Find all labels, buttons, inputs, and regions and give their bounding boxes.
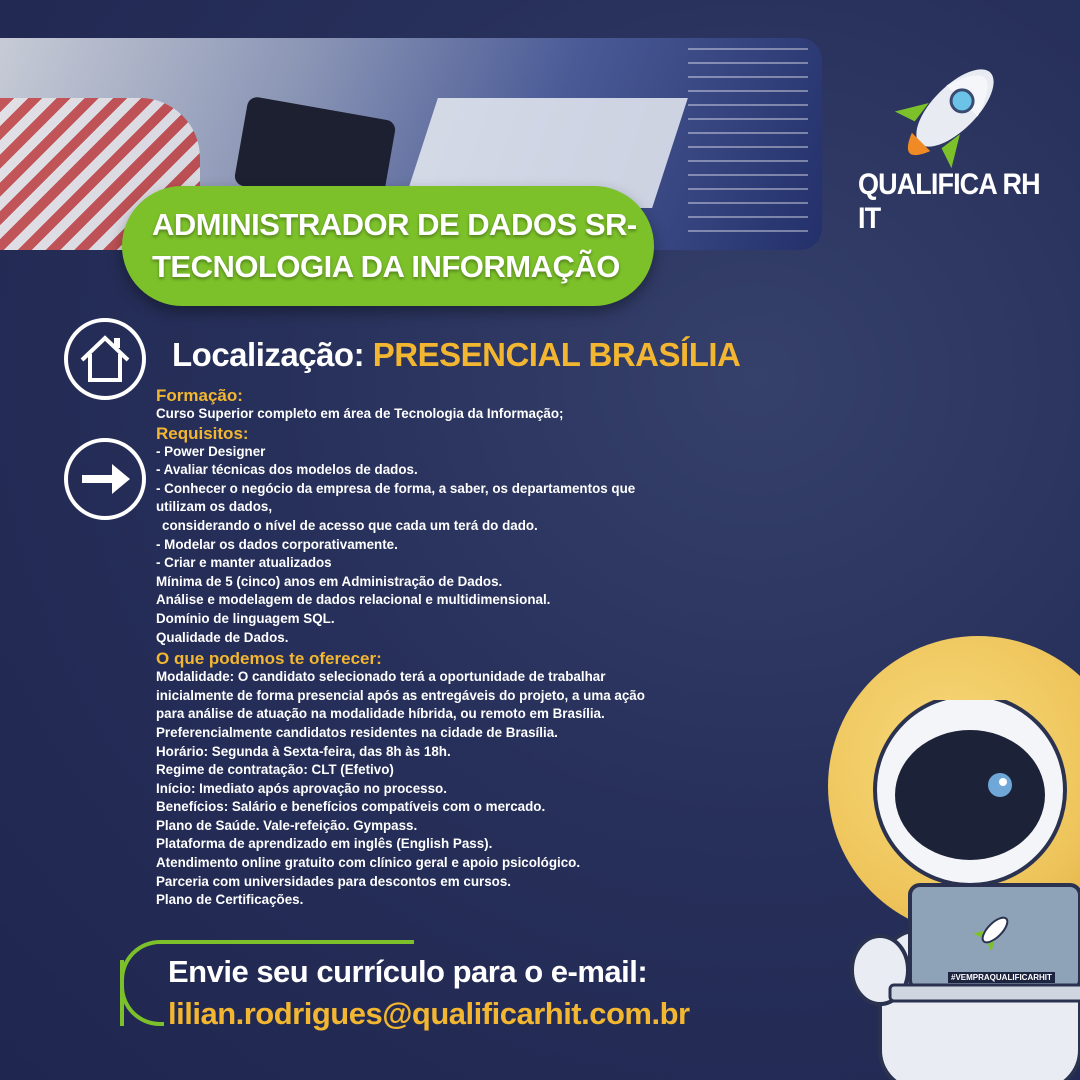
list-item: Plataforma de aprendizado em inglês (English Pass). — [156, 836, 493, 852]
hero-photo-data-lines — [688, 48, 808, 238]
brand-name: QUALIFICA RH IT — [858, 168, 1040, 235]
house-icon — [68, 322, 142, 396]
oferecer-heading: O que podemos te oferecer: — [156, 649, 382, 669]
list-item: Mínima de 5 (cinco) anos em Administração de Dados. — [156, 573, 503, 589]
list-item: Plano de Saúde. Vale-refeição. Gympass. — [156, 817, 418, 833]
list-item: - Conhecer o negócio da empresa de forma, a saber, os departamentos que — [156, 480, 636, 496]
list-item: Plano de Certificações. — [156, 892, 304, 908]
arrow-right-icon — [68, 442, 142, 516]
location-label: Localização: — [172, 336, 365, 373]
hashtag-label: #VEMPRAQUALIFICARHIT — [948, 972, 1055, 983]
list-item: Atendimento online gratuito com clínico geral e apoio psicológico. — [156, 855, 581, 871]
cta-email-link[interactable]: lilian.rodrigues@qualificarhit.com.br — [168, 996, 690, 1031]
requirements-badge — [64, 438, 146, 520]
location-value: PRESENCIAL BRASÍLIA — [372, 336, 741, 373]
list-item: Domínio de linguagem SQL. — [156, 610, 335, 626]
list-item: para análise de atuação na modalidade híbrida, ou remoto em Brasília. — [156, 706, 605, 722]
list-item: Preferencialmente candidatos residentes na cidade de Brasília. — [156, 724, 558, 740]
list-item: - Power Designer — [156, 443, 266, 459]
requisitos-heading: Requisitos: — [156, 423, 249, 443]
cta-text: Envie seu currículo para o e-mail: — [168, 954, 648, 989]
list-item: Modalidade: O candidato selecionado terá a oportunidade de trabalhar — [156, 669, 606, 685]
list-item: considerando o nível de acesso que cada um terá do dado. — [162, 517, 538, 533]
list-item: inicialmente de forma presencial após as entregáveis do projeto, a uma ação — [156, 687, 645, 703]
list-item: - Modelar os dados corporativamente. — [156, 536, 398, 552]
job-title-line-1: ADMINISTRADOR DE DADOS SR- — [152, 207, 637, 242]
location-line — [172, 336, 740, 374]
list-item: Análise e modelagem de dados relacional e multidimensional. — [156, 592, 551, 608]
list-item: Benefícios: Salário e benefícios compatíveis com o mercado. — [156, 799, 546, 815]
list-item: Qualidade de Dados. — [156, 629, 289, 645]
list-item: Horário: Segunda à Sexta-feira, das 8h às 18h. — [156, 743, 451, 759]
job-description — [156, 386, 696, 910]
list-item: Início: Imediato após aprovação no processo. — [156, 780, 447, 796]
list-item: - Avaliar técnicas dos modelos de dados. — [156, 462, 418, 478]
list-item: utilizam os dados, — [156, 499, 273, 515]
job-title-line-2: TECNOLOGIA DA INFORMAÇÃO — [152, 249, 620, 284]
list-item: Regime de contratação: CLT (Efetivo) — [156, 762, 394, 778]
formacao-text: Curso Superior completo em área de Tecnologia da Informação; — [156, 406, 564, 421]
list-item: Parceria com universidades para descontos em cursos. — [156, 873, 512, 889]
list-item: - Criar e manter atualizados — [156, 555, 332, 571]
job-title-banner — [122, 186, 654, 306]
location-badge — [64, 318, 146, 400]
astronaut-illustration — [820, 700, 1080, 1080]
formacao-heading: Formação: — [156, 386, 243, 405]
